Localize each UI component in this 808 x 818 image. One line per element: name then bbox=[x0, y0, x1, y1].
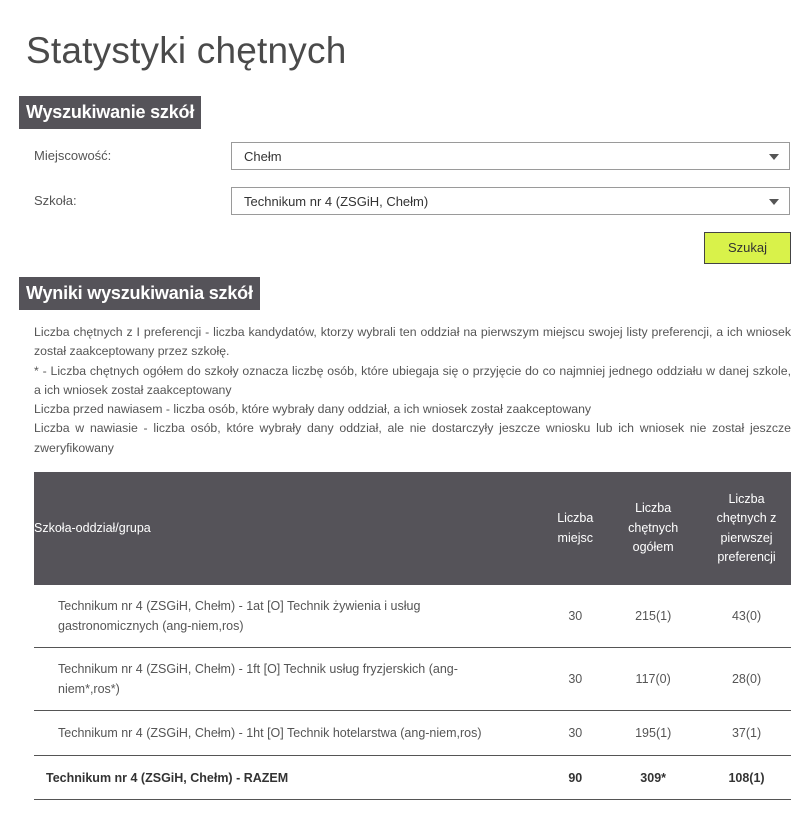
table-header-row bbox=[34, 472, 791, 585]
city-label: Miejscowość: bbox=[34, 148, 112, 163]
summary-total: 309* bbox=[604, 756, 702, 800]
search-button[interactable]: Szukaj bbox=[704, 232, 791, 264]
summary-first-pref: 108(1) bbox=[702, 756, 791, 800]
row-name: Technikum nr 4 (ZSGiH, Chełm) - 1ft [O] Technik usług fryzjerskich (ang-niem*,ros*) bbox=[34, 648, 546, 711]
chevron-down-icon bbox=[769, 199, 779, 205]
header-first-pref: Liczba chętnych z pierwszej preferencji bbox=[702, 472, 791, 585]
info-paragraph: Liczba chętnych z I preferencji - liczba kandydatów, ktorzy wybrali ten oddział na pierwszym miejscu swojej listy preferencji, a ich wniosek został zaakceptowany przez szkołę. bbox=[34, 325, 791, 359]
school-select-value: Technikum nr 4 (ZSGiH, Chełm) bbox=[244, 194, 429, 209]
table-row bbox=[34, 585, 791, 648]
results-info bbox=[34, 323, 791, 458]
row-name: Technikum nr 4 (ZSGiH, Chełm) - 1at [O] Technik żywienia i usług gastronomicznych (ang-niem,ros) bbox=[34, 585, 546, 648]
row-name: Technikum nr 4 (ZSGiH, Chełm) - 1ht [O] Technik hotelarstwa (ang-niem,ros) bbox=[34, 711, 546, 756]
page-title: Statystyki chętnych bbox=[26, 30, 347, 71]
results-table bbox=[34, 472, 791, 800]
row-places: 30 bbox=[546, 711, 604, 756]
info-paragraph: * - Liczba chętnych ogółem do szkoły oznacza liczbę osób, które ubiegaja się o przyjęcie do co najmniej jednego oddziału w danej szkole, a ich wniosek został zaakceptowany bbox=[34, 363, 791, 397]
info-paragraph: Liczba w nawiasie - liczba osób, które wybrały dany oddział, ale nie dostarczyły jeszcze wniosku lub ich wniosek nie został jeszcze zweryfikowany bbox=[34, 421, 791, 455]
city-select[interactable] bbox=[231, 142, 790, 170]
city-select-value: Chełm bbox=[244, 149, 282, 164]
header-school-group: Szkoła-oddział/grupa bbox=[34, 472, 546, 585]
summary-row bbox=[34, 756, 791, 800]
row-total: 195(1) bbox=[604, 711, 702, 756]
info-paragraph: Liczba przed nawiasem - liczba osób, które wybrały dany oddział, a ich wniosek został zaakceptowany bbox=[34, 402, 592, 417]
table-row bbox=[34, 711, 791, 756]
row-total: 215(1) bbox=[604, 585, 702, 648]
table-row bbox=[34, 648, 791, 711]
chevron-down-icon bbox=[769, 154, 779, 160]
summary-places: 90 bbox=[546, 756, 604, 800]
school-label: Szkoła: bbox=[34, 193, 77, 208]
search-section-header: Wyszukiwanie szkół bbox=[19, 96, 201, 129]
row-places: 30 bbox=[546, 585, 604, 648]
row-total: 117(0) bbox=[604, 648, 702, 711]
header-places: Liczba miejsc bbox=[546, 472, 604, 585]
row-first-pref: 37(1) bbox=[702, 711, 791, 756]
row-places: 30 bbox=[546, 648, 604, 711]
row-first-pref: 43(0) bbox=[702, 585, 791, 648]
results-section-header: Wyniki wyszukiwania szkół bbox=[19, 277, 260, 310]
summary-name: Technikum nr 4 (ZSGiH, Chełm) - RAZEM bbox=[34, 756, 546, 800]
row-first-pref: 28(0) bbox=[702, 648, 791, 711]
header-total: Liczba chętnych ogółem bbox=[604, 472, 702, 585]
school-select[interactable] bbox=[231, 187, 790, 215]
